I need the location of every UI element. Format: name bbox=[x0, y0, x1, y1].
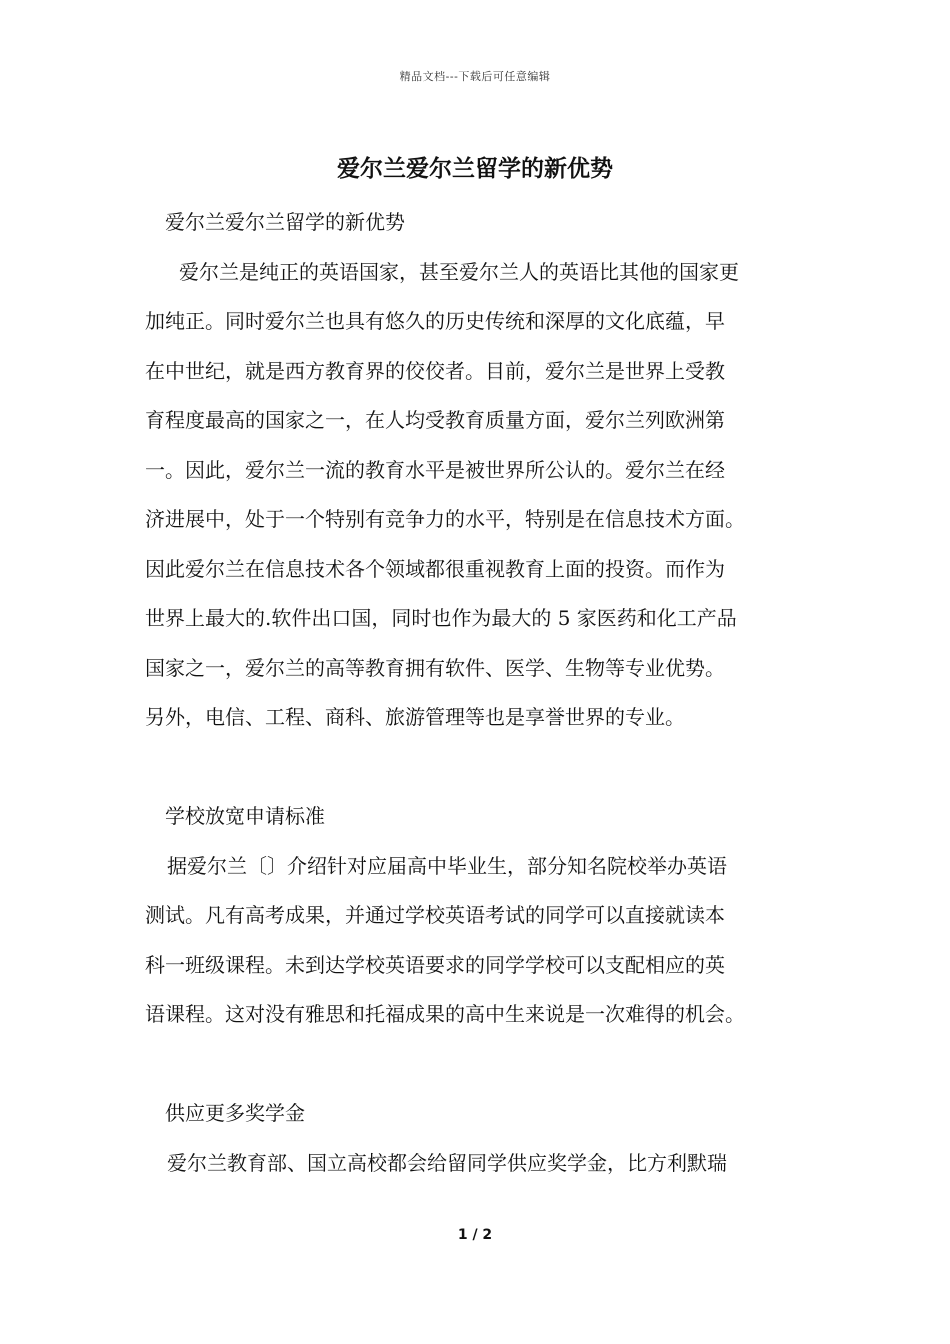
paragraph-line: 济进展中，处于一个特别有竞争力的水平，特别是在信息技术方面。 bbox=[145, 507, 745, 531]
paragraph-line: 爱尔兰教育部、国立高校都会给留同学供应奖学金，比方利默瑞 bbox=[167, 1150, 727, 1175]
paragraph-line: 因此爱尔兰在信息技术各个领域都很重视教育上面的投资。而作为 bbox=[145, 556, 725, 581]
paragraph-line: 国家之一，爱尔兰的高等教育拥有软件、医学、生物等专业优势。 bbox=[145, 655, 725, 680]
section-heading-admission: 学校放宽申请标准 bbox=[165, 804, 325, 828]
paragraph-line: 爱尔兰是纯正的英语国家，甚至爱尔兰人的英语比其他的国家更 bbox=[179, 259, 739, 284]
page-header: 精品文档---下载后可任意编辑 bbox=[399, 70, 551, 83]
paragraph-line: 另外，电信、工程、商科、旅游管理等也是享誉世界的专业。 bbox=[145, 705, 685, 729]
document-body bbox=[145, 205, 813, 1195]
paragraph-line: 加纯正。同时爱尔兰也具有悠久的历史传统和深厚的文化底蕴，早 bbox=[145, 309, 725, 333]
paragraph-line: 科一班级课程。未到达学校英语要求的同学学校可以支配相应的英 bbox=[145, 952, 725, 977]
paragraph-spacer bbox=[145, 750, 813, 800]
paragraph-line: 在中世纪，就是西方教育界的佼佼者。目前，爱尔兰是世界上受教 bbox=[145, 358, 725, 383]
paragraph-line: 测试。凡有高考成果，并通过学校英语考试的同学可以直接就读本 bbox=[145, 903, 725, 927]
subtitle: 爱尔兰爱尔兰留学的新优势 bbox=[165, 210, 405, 234]
paragraph-line: 育程度最高的国家之一，在人均受教育质量方面，爱尔兰列欧洲第 bbox=[145, 408, 725, 432]
paragraph-line: 世界上最大的.软件出口国，同时也作为最大的 5 家医药和化工产品 bbox=[145, 606, 737, 630]
paragraph-line: 一。因此，爱尔兰一流的教育水平是被世界所公认的。爱尔兰在经 bbox=[145, 457, 725, 482]
page-number: 1 / 2 bbox=[457, 1227, 493, 1243]
paragraph-line: 据爱尔兰〔〕介绍针对应届高中毕业生，部分知名院校举办英语 bbox=[167, 853, 727, 878]
paragraph-spacer bbox=[145, 1047, 813, 1097]
section-heading-scholarship: 供应更多奖学金 bbox=[165, 1101, 305, 1125]
document-title: 爱尔兰爱尔兰留学的新优势 bbox=[337, 155, 613, 182]
paragraph-line: 语课程。这对没有雅思和托福成果的高中生来说是一次难得的机会。 bbox=[145, 1002, 745, 1026]
